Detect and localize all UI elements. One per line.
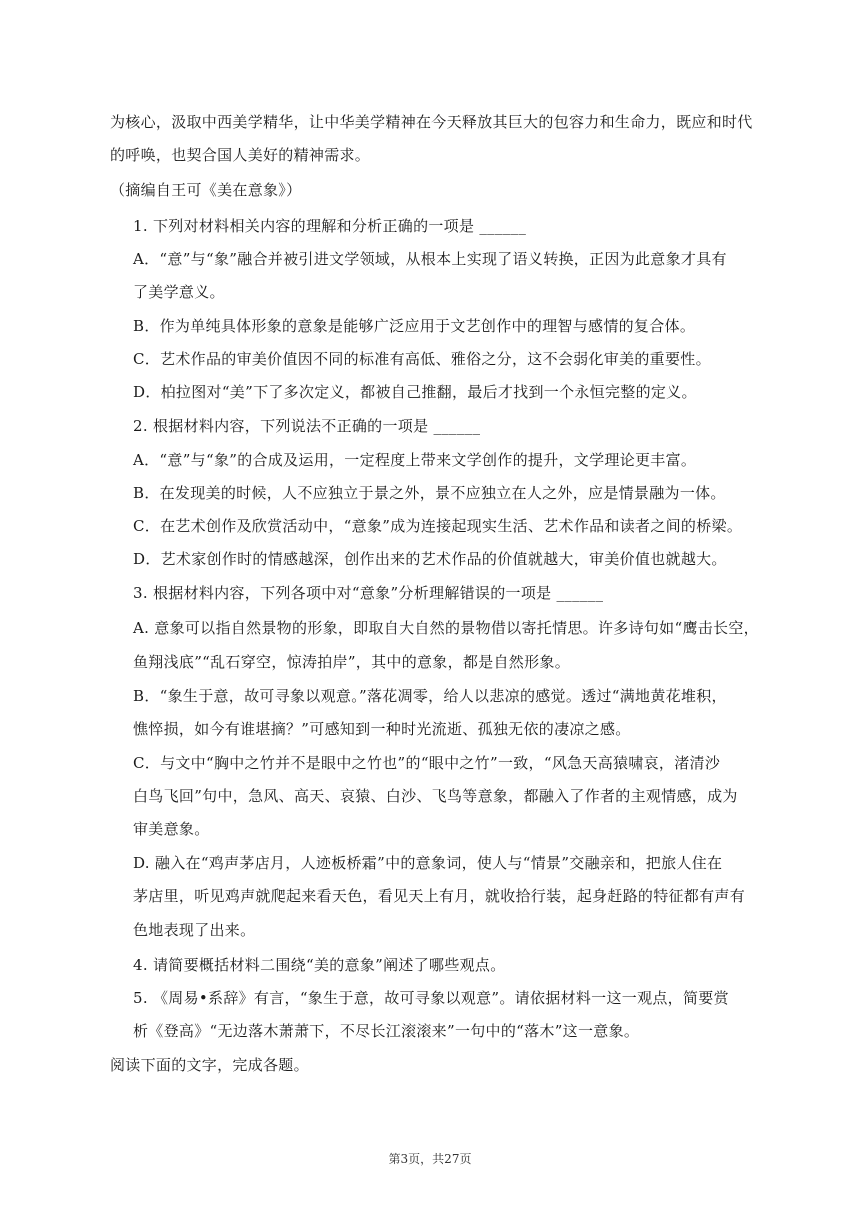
question-1-option-a: A．“意”与“象”融合并被引进文学领域，从根本上实现了语义转换，正因为此意象才具有	[133, 250, 727, 268]
reading-instruction: 阅读下面的文字，完成各题。	[110, 1056, 309, 1074]
question-1-option-d: D．柏拉图对“美”下了多次定义，都被自己推翻，最后才找到一个永恒完整的定义。	[133, 383, 697, 401]
question-3-stem: 3. 根据材料内容，下列各项中对“意象”分析理解错误的一项是 ______	[133, 584, 604, 602]
question-4: 4. 请简要概括材料二围绕“美的意象”阐述了哪些观点。	[133, 956, 506, 974]
question-2-option-d: D．艺术家创作时的情感越深，创作出来的艺术作品的价值就越大，审美价值也就越大。	[133, 550, 727, 568]
question-3-option-c-cont: 审美意象。	[133, 820, 210, 838]
question-1-stem: 1. 下列对材料相关内容的理解和分析正确的一项是 ______	[133, 217, 527, 235]
question-1-option-c: C．艺术作品的审美价值因不同的标准有高低、雅俗之分，这不会弱化审美的重要性。	[133, 350, 711, 368]
paragraph-line: 为核心，汲取中西美学精华，让中华美学精神在今天释放其巨大的包容力和生命力，既应和时代	[110, 113, 753, 131]
question-5: 5. 《周易•系辞》有言，“象生于意，故可寻象以观意”。请依据材料一这一观点，简要赏	[133, 989, 729, 1007]
paragraph-line: 的呼唤，也契合国人美好的精神需求。	[110, 146, 371, 164]
question-3-option-d: D. 融入在“鸡声茅店月，人迹板桥霜”中的意象词，使人与“情景”交融亲和，把旅人住在	[133, 854, 723, 872]
question-2-option-b: B．在发现美的时候，人不应独立于景之外，景不应独立在人之外，应是情景融为一体。	[133, 484, 726, 502]
source-citation: （摘编自王可《美在意象》）	[110, 181, 302, 199]
question-2-stem: 2. 根据材料内容，下列说法不正确的一项是 ______	[133, 417, 481, 435]
question-5-cont: 析《登高》“无边落木萧萧下，不尽长江滚滚来”一句中的“落木”这一意象。	[133, 1022, 640, 1040]
question-3-option-a-cont: 鱼翔浅底”“乱石穿空，惊涛拍岸”，其中的意象，都是自然形象。	[133, 653, 571, 671]
question-3-option-c-cont: 白鸟飞回”句中，急风、高天、哀猿、白沙、飞鸟等意象，都融入了作者的主观情感，成为	[133, 787, 738, 805]
question-3-option-c: C．与文中“胸中之竹并不是眼中之竹也”的“眼中之竹”一致，“风急天高猿啸哀，渚清沙	[133, 754, 721, 772]
page-footer: 第3页，共27页	[388, 1152, 472, 1166]
question-3-option-d-cont: 茅店里，听见鸡声就爬起来看天色，看见天上有月，就收拾行装，起身赶路的特征都有声有	[133, 887, 746, 905]
question-2-option-c: C．在艺术创作及欣赏活动中，“意象”成为连接起现实生活、艺术作品和读者之间的桥梁。	[133, 517, 743, 535]
question-3-option-d-cont: 色地表现了出来。	[133, 921, 256, 939]
question-3-option-b-cont: 憔悴损，如今有谁堪摘？”可感知到一种时光流逝、孤独无依的凄凉之感。	[133, 720, 631, 738]
question-2-option-a: A．“意”与“象”的合成及运用，一定程度上带来文学创作的提升，文学理论更丰富。	[133, 451, 697, 469]
question-3-option-a: A. 意象可以指自然景物的形象，即取自大自然的景物借以寄托情思。许多诗句如“鹰击长空，	[133, 619, 759, 637]
question-3-option-b: B．“象生于意，故可寻象以观意。”落花凋零，给人以悲凉的感觉。透过“满地黄花堆积，	[133, 687, 727, 705]
question-1-option-a-cont: 了美学意义。	[133, 283, 225, 301]
question-1-option-b: B．作为单纯具体形象的意象是能够广泛应用于文艺创作中的理智与感情的复合体。	[133, 317, 696, 335]
